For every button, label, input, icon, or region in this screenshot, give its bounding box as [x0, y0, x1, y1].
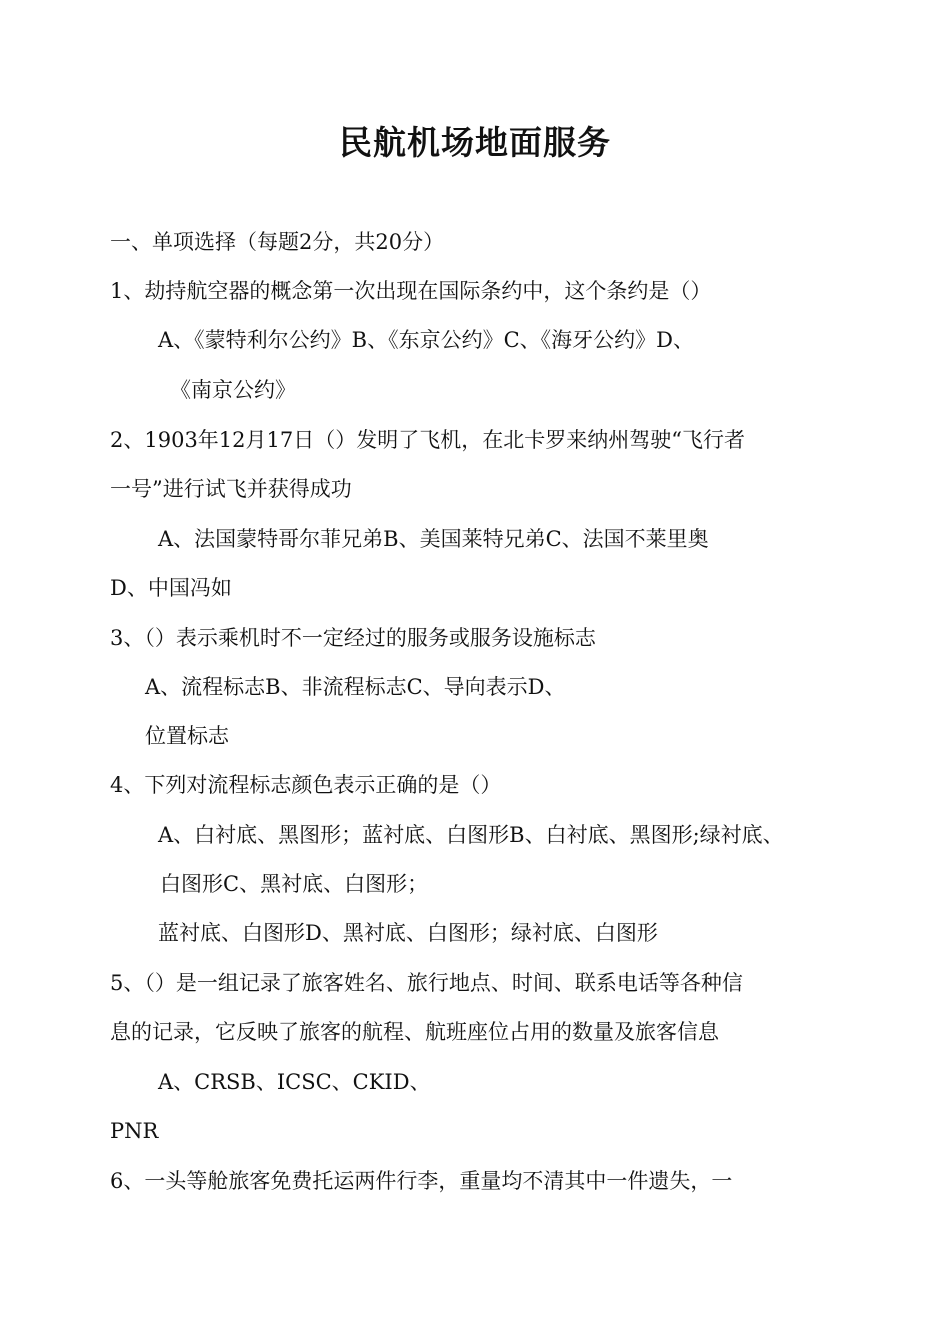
- question-4-options-line-2: 白图形C、黑衬底、白图形；: [160, 872, 429, 896]
- page-title: 民航机场地面服务: [339, 123, 611, 162]
- question-4-options-line-3: 蓝衬底、白图形D、黑衬底、白图形；绿衬底、白图形: [158, 921, 658, 945]
- question-5-stem-line-1: 5、（）是一组记录了旅客姓名、旅行地点、时间、联系电话等各种信: [110, 971, 743, 995]
- question-2-options-line-2: D、中国冯如: [110, 576, 232, 600]
- question-4-stem-line-1: 4、下列对流程标志颜色表示正确的是（）: [110, 773, 502, 797]
- question-2-stem-line-1: 2、1903年12月17日（）发明了飞机，在北卡罗来纳州驾驶“飞行者: [110, 428, 745, 452]
- question-5-options-line-2: PNR: [110, 1119, 159, 1143]
- question-3-stem-line-1: 3、（）表示乘机时不一定经过的服务或服务设施标志: [110, 626, 596, 650]
- question-6-stem-line-1: 6、一头等舱旅客免费托运两件行李，重量均不清其中一件遗失，一: [110, 1169, 733, 1193]
- question-3-options-line-2: 位置标志: [145, 724, 229, 748]
- question-1-options-line-2: 《南京公约》: [170, 378, 296, 402]
- section-heading: 一、单项选择（每题2分，共20分）: [110, 230, 445, 254]
- question-5-stem-line-2: 息的记录，它反映了旅客的航程、航班座位占用的数量及旅客信息: [110, 1020, 719, 1044]
- question-1-stem-line-1: 1、劫持航空器的概念第一次出现在国际条约中，这个条约是（）: [110, 279, 712, 303]
- question-1-options-line-1: A、《蒙特利尔公约》B、《东京公约》C、《海牙公约》D、: [158, 328, 695, 352]
- question-2-stem-line-2: 一号”进行试飞并获得成功: [110, 477, 352, 501]
- question-4-options-line-1: A、白衬底、黑图形；蓝衬底、白图形B、白衬底、黑图形;绿衬底、: [158, 823, 784, 847]
- question-5-options-line-1: A、CRSB、ICSC、CKID、: [158, 1070, 431, 1094]
- question-2-options-line-1: A、法国蒙特哥尔菲兄弟B、美国莱特兄弟C、法国不莱里奥: [158, 527, 709, 551]
- question-3-options-line-1: A、流程标志B、非流程标志C、导向表示D、: [145, 675, 566, 699]
